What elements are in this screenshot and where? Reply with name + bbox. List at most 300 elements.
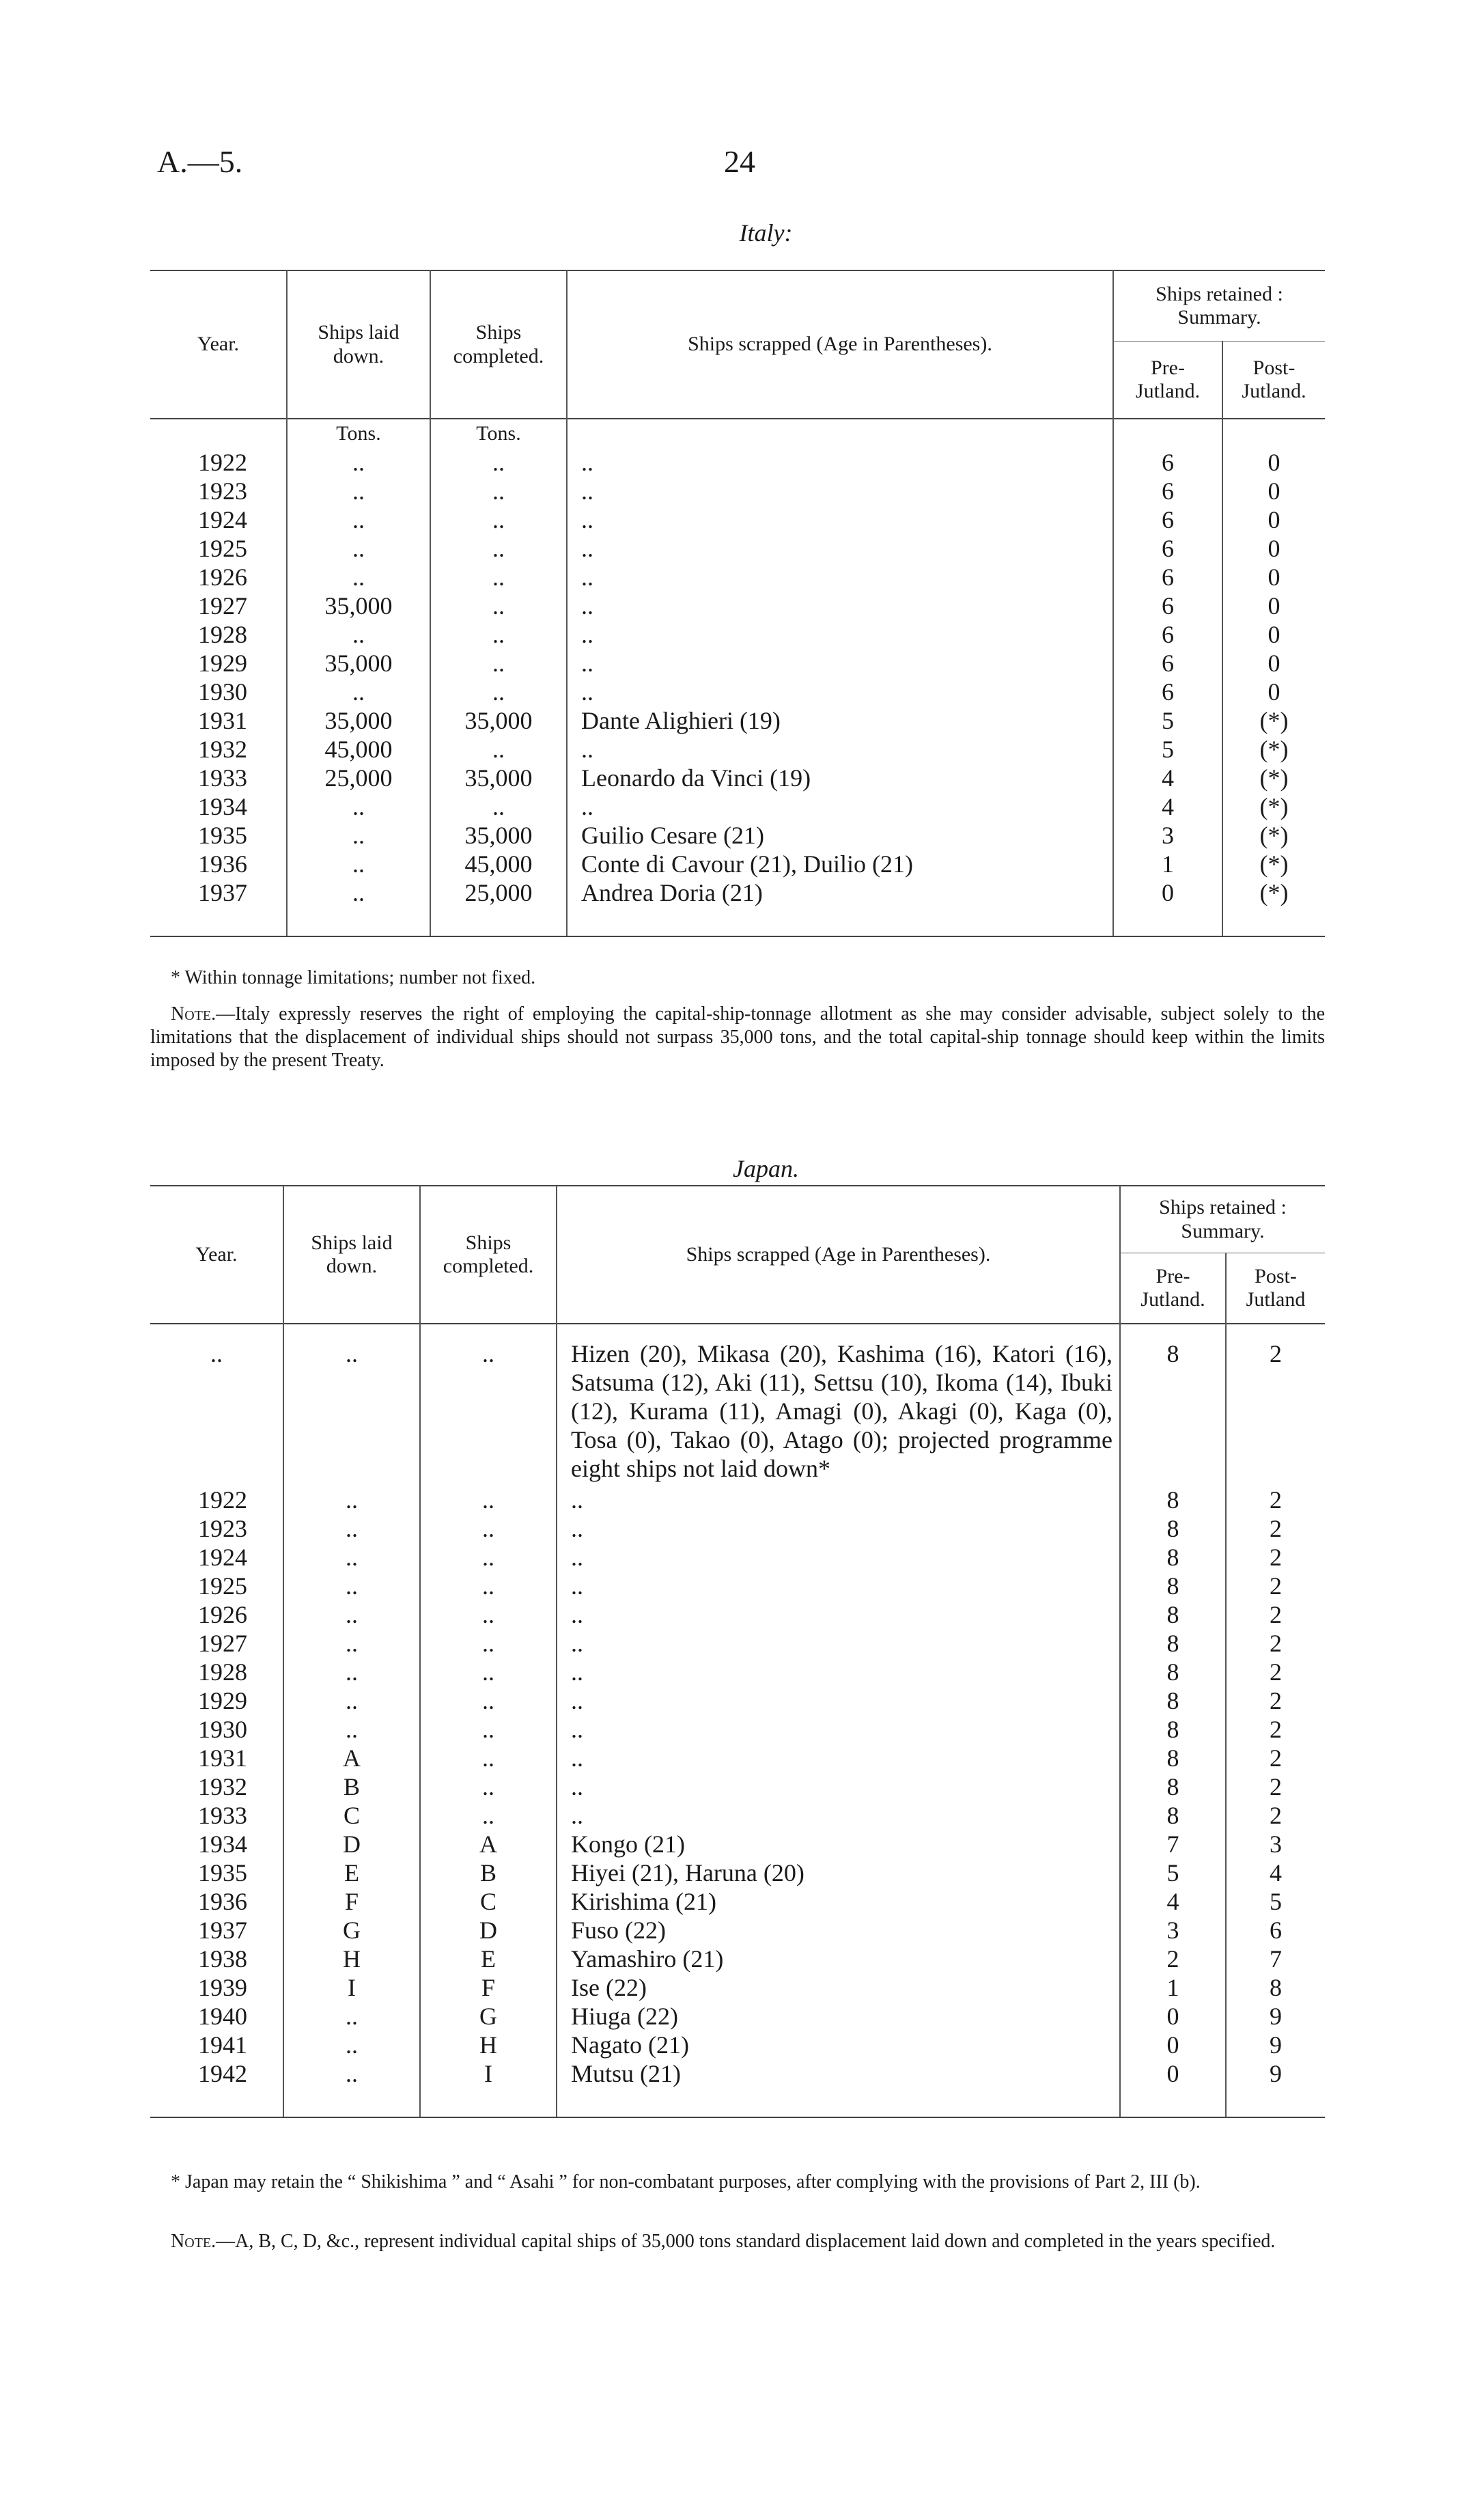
pre-jutland-cell: 8 (1120, 1772, 1226, 1801)
post-jutland-cell: 2 (1226, 1600, 1325, 1629)
scrapped-cell: Hiyei (21), Haruna (20) (557, 1858, 1120, 1887)
year-cell: 1926 (198, 1601, 247, 1628)
completed-cell: G (420, 2002, 557, 2031)
year-cell: 1934 (198, 793, 247, 820)
table-row (150, 735, 1325, 764)
italy-footnote: * Within tonnage limitations; number not fixed. (171, 967, 536, 988)
laid-down-cell: .. (287, 505, 430, 534)
rule-cell (150, 2088, 283, 2117)
laid-down-cell: 45,000 (287, 735, 430, 764)
table-row (150, 1600, 1325, 1629)
table-row (150, 792, 1325, 821)
rule-cell (150, 907, 287, 936)
table-row (150, 563, 1325, 591)
post-jutland-cell: (*) (1222, 850, 1325, 878)
year-cell: 1938 (198, 1945, 247, 1973)
completed-cell: .. (430, 792, 567, 821)
page-number: 24 (724, 144, 755, 179)
italy-table (150, 270, 1325, 937)
year-cell: 1928 (198, 621, 247, 648)
table-row (150, 850, 1325, 878)
japan-footnote: * Japan may retain the “ Shikishima ” and “ Asahi ” for non-combatant purposes, after complying with the provisions of Part 2, III (b). (171, 2171, 1201, 2192)
table-row (150, 1686, 1325, 1715)
completed-cell: .. (420, 1324, 557, 1486)
post-jutland-cell: (*) (1222, 764, 1325, 792)
pre-jutland-cell: 8 (1120, 1543, 1226, 1572)
pre-jutland-cell: 8 (1120, 1572, 1226, 1600)
completed-cell: 35,000 (430, 821, 567, 850)
units-spacer (1113, 419, 1222, 448)
post-jutland-cell: 2 (1226, 1658, 1325, 1686)
completed-cell: .. (430, 649, 567, 678)
units-spacer (150, 419, 287, 448)
post-jutland-cell: 2 (1226, 1572, 1325, 1600)
pre-jutland-cell: 5 (1113, 706, 1222, 735)
completed-cell: .. (420, 1572, 557, 1600)
rule-cell (1222, 907, 1325, 936)
post-jutland-cell: 2 (1226, 1543, 1325, 1572)
laid-down-cell: .. (283, 1543, 420, 1572)
table-row (150, 1945, 1325, 1973)
scrapped-cell: .. (567, 477, 1113, 505)
scrapped-cell: Ise (22) (557, 1973, 1120, 2002)
table-row (150, 678, 1325, 706)
page-reference: A.—5. (157, 144, 243, 179)
completed-cell: .. (430, 735, 567, 764)
laid-down-cell: .. (283, 2031, 420, 2059)
year-cell: 1926 (198, 563, 247, 591)
laid-down-cell: .. (283, 1629, 420, 1658)
pre-jutland-cell: 6 (1113, 591, 1222, 620)
col-scrapped: Ships scrapped (Age in Parentheses). (567, 270, 1113, 419)
laid-down-cell: .. (287, 534, 430, 563)
completed-cell: .. (430, 505, 567, 534)
laid-down-cell: .. (287, 850, 430, 878)
table-row (150, 1514, 1325, 1543)
year-cell: 1932 (198, 1773, 247, 1800)
scrapped-cell: .. (557, 1600, 1120, 1629)
laid-down-cell: B (283, 1772, 420, 1801)
table-row (150, 878, 1325, 907)
year-cell: 1931 (198, 707, 247, 734)
year-cell: 1923 (198, 1515, 247, 1542)
table-bottom-rule (150, 2088, 1325, 2117)
scrapped-cell: .. (557, 1686, 1120, 1715)
table-row (150, 1324, 1325, 1486)
laid-down-cell: 35,000 (287, 706, 430, 735)
year-cell: 1941 (198, 2031, 247, 2059)
pre-jutland-cell: 6 (1113, 563, 1222, 591)
pre-jutland-cell: 8 (1120, 1686, 1226, 1715)
completed-cell: .. (420, 1514, 557, 1543)
table-row (150, 1486, 1325, 1514)
table-row (150, 505, 1325, 534)
year-cell: 1939 (198, 1974, 247, 2001)
rule-cell (557, 2088, 1120, 2117)
col-laid-down: Ships laid down. (283, 1186, 420, 1324)
year-cell: 1936 (198, 850, 247, 878)
col-retained: Ships retained : Summary. (1120, 1186, 1325, 1253)
year-cell: 1924 (198, 1544, 247, 1571)
table-row (150, 1858, 1325, 1887)
pre-jutland-cell: 1 (1113, 850, 1222, 878)
scrapped-cell: .. (567, 591, 1113, 620)
table-bottom-rule (150, 907, 1325, 936)
year-cell: 1937 (198, 879, 247, 906)
col-year: Year. (195, 1242, 238, 1266)
pre-jutland-cell: 8 (1120, 1715, 1226, 1744)
scrapped-cell: Hiuga (22) (557, 2002, 1120, 2031)
post-jutland-cell: 0 (1222, 448, 1325, 477)
pre-jutland-cell: 0 (1120, 2031, 1226, 2059)
pre-jutland-cell: 5 (1120, 1858, 1226, 1887)
year-cell: 1928 (198, 1658, 247, 1686)
completed-cell: F (420, 1973, 557, 2002)
completed-cell: .. (420, 1658, 557, 1686)
col-year: Year. (197, 333, 240, 356)
scrapped-cell: .. (567, 735, 1113, 764)
pre-jutland-cell: 0 (1120, 2002, 1226, 2031)
table-row (150, 1629, 1325, 1658)
laid-down-cell: 35,000 (287, 591, 430, 620)
col-laid-down: Ships laid down. (287, 270, 430, 419)
table-row (150, 1543, 1325, 1572)
scrapped-cell: Andrea Doria (21) (567, 878, 1113, 907)
year-cell: 1923 (198, 477, 247, 505)
table-row (150, 1572, 1325, 1600)
completed-cell: 35,000 (430, 706, 567, 735)
col-post-jutland: Post-Jutland (1226, 1253, 1325, 1324)
completed-cell: E (420, 1945, 557, 1973)
laid-down-cell: .. (287, 563, 430, 591)
post-jutland-cell: (*) (1222, 735, 1325, 764)
completed-cell: .. (420, 1772, 557, 1801)
laid-down-cell: .. (287, 477, 430, 505)
pre-jutland-cell: 6 (1113, 534, 1222, 563)
post-jutland-cell: 2 (1226, 1486, 1325, 1514)
scrapped-cell: .. (557, 1715, 1120, 1744)
rule-cell (283, 2088, 420, 2117)
year-cell: 1922 (198, 449, 247, 476)
laid-down-cell: .. (287, 448, 430, 477)
pre-jutland-cell: 6 (1113, 505, 1222, 534)
scrapped-cell: .. (557, 1772, 1120, 1801)
scrapped-cell: .. (567, 620, 1113, 649)
scrapped-cell: .. (557, 1543, 1120, 1572)
post-jutland-cell: 2 (1226, 1686, 1325, 1715)
col-retained: Ships retained : Summary. (1113, 270, 1325, 342)
year-cell: 1934 (198, 1830, 247, 1858)
laid-down-cell: H (283, 1945, 420, 1973)
pre-jutland-cell: 6 (1113, 678, 1222, 706)
laid-down-cell: 25,000 (287, 764, 430, 792)
post-jutland-cell: (*) (1222, 792, 1325, 821)
completed-cell: .. (420, 1686, 557, 1715)
scrapped-cell: Fuso (22) (557, 1916, 1120, 1945)
laid-down-cell: A (283, 1744, 420, 1772)
scrapped-cell: .. (557, 1629, 1120, 1658)
laid-down-unit: Tons. (287, 419, 430, 448)
scrapped-cell: .. (557, 1514, 1120, 1543)
scrapped-cell: .. (567, 448, 1113, 477)
laid-down-cell: E (283, 1858, 420, 1887)
scrapped-cell: Kirishima (21) (557, 1887, 1120, 1916)
pre-jutland-cell: 8 (1120, 1486, 1226, 1514)
post-jutland-cell: 9 (1226, 2059, 1325, 2088)
pre-jutland-cell: 8 (1120, 1629, 1226, 1658)
laid-down-cell: .. (283, 1486, 420, 1514)
post-jutland-cell: 7 (1226, 1945, 1325, 1973)
year-cell: 1922 (198, 1486, 247, 1514)
pre-jutland-cell: 4 (1113, 764, 1222, 792)
scrapped-cell: .. (557, 1658, 1120, 1686)
post-jutland-cell: 0 (1222, 649, 1325, 678)
pre-jutland-cell: 8 (1120, 1324, 1226, 1486)
year-cell: 1935 (198, 822, 247, 849)
pre-jutland-cell: 8 (1120, 1600, 1226, 1629)
italy-note: Note.—Italy expressly reserves the right of employing the capital-ship-tonnage allotment as she may consider advisable, subject solely to the limitations that the displacement of individual ships should not surpass 35,000 tons, and the total capital-ship tonnage should keep within the limits imposed by the present Treaty. (150, 1003, 1325, 1071)
rule-cell (1113, 907, 1222, 936)
pre-jutland-cell: 8 (1120, 1514, 1226, 1543)
post-jutland-cell: 2 (1226, 1629, 1325, 1658)
year-cell: 1933 (198, 1802, 247, 1829)
post-jutland-cell: 4 (1226, 1858, 1325, 1887)
japan-table (150, 1185, 1325, 2118)
col-scrapped: Ships scrapped (Age in Parentheses). (557, 1186, 1120, 1324)
year-cell: 1930 (198, 678, 247, 706)
post-jutland-cell: 0 (1222, 534, 1325, 563)
year-cell: 1937 (198, 1917, 247, 1944)
year-cell: .. (210, 1340, 223, 1367)
scrapped-cell: .. (567, 678, 1113, 706)
completed-cell: .. (420, 1600, 557, 1629)
table-row (150, 1744, 1325, 1772)
completed-cell: .. (430, 620, 567, 649)
year-cell: 1929 (198, 1687, 247, 1714)
japan-note: Note.—A, B, C, D, &c., represent individual capital ships of 35,000 tons standard displacement laid down and completed in the years specified. (171, 2231, 1276, 2252)
year-cell: 1927 (198, 1630, 247, 1657)
scrapped-cell: .. (567, 792, 1113, 821)
laid-down-cell: C (283, 1801, 420, 1830)
year-cell: 1931 (198, 1744, 247, 1772)
completed-cell: I (420, 2059, 557, 2088)
completed-cell: B (420, 1858, 557, 1887)
table-row (150, 1916, 1325, 1945)
laid-down-cell: I (283, 1973, 420, 2002)
year-cell: 1940 (198, 2003, 247, 2030)
post-jutland-cell: 0 (1222, 505, 1325, 534)
laid-down-cell: .. (283, 1686, 420, 1715)
rule-cell (287, 907, 430, 936)
scrapped-cell: Nagato (21) (557, 2031, 1120, 2059)
table-row (150, 477, 1325, 505)
table-row (150, 649, 1325, 678)
laid-down-cell: .. (287, 821, 430, 850)
table-row (150, 1772, 1325, 1801)
pre-jutland-cell: 8 (1120, 1658, 1226, 1686)
rule-cell (1120, 2088, 1226, 2117)
post-jutland-cell: 2 (1226, 1324, 1325, 1486)
year-cell: 1930 (198, 1716, 247, 1743)
laid-down-cell: .. (283, 1572, 420, 1600)
year-cell: 1933 (198, 764, 247, 792)
year-cell: 1942 (198, 2060, 247, 2087)
laid-down-cell: 35,000 (287, 649, 430, 678)
scrapped-cell: Guilio Cesare (21) (567, 821, 1113, 850)
pre-jutland-cell: 0 (1120, 2059, 1226, 2088)
post-jutland-cell: 9 (1226, 2031, 1325, 2059)
pre-jutland-cell: 8 (1120, 1801, 1226, 1830)
table-row (150, 1658, 1325, 1686)
completed-cell: 45,000 (430, 850, 567, 878)
completed-cell: 35,000 (430, 764, 567, 792)
units-spacer (1222, 419, 1325, 448)
units-spacer (567, 419, 1113, 448)
pre-jutland-cell: 3 (1113, 821, 1222, 850)
table-row (150, 1830, 1325, 1858)
col-completed: Ships completed. (430, 270, 567, 419)
scrapped-cell: Kongo (21) (557, 1830, 1120, 1858)
post-jutland-cell: 3 (1226, 1830, 1325, 1858)
completed-cell: .. (430, 678, 567, 706)
laid-down-cell: D (283, 1830, 420, 1858)
completed-cell: D (420, 1916, 557, 1945)
completed-cell: .. (420, 1744, 557, 1772)
table-row (150, 706, 1325, 735)
completed-cell: .. (420, 1629, 557, 1658)
pre-jutland-cell: 4 (1120, 1887, 1226, 1916)
year-cell: 1924 (198, 506, 247, 533)
completed-cell: C (420, 1887, 557, 1916)
table-row (150, 1801, 1325, 1830)
laid-down-cell: .. (283, 1324, 420, 1486)
completed-cell: .. (420, 1801, 557, 1830)
post-jutland-cell: (*) (1222, 821, 1325, 850)
pre-jutland-cell: 5 (1113, 735, 1222, 764)
year-cell: 1932 (198, 736, 247, 763)
laid-down-cell: .. (283, 1658, 420, 1686)
completed-unit: Tons. (430, 419, 567, 448)
pre-jutland-cell: 6 (1113, 477, 1222, 505)
post-jutland-cell: 2 (1226, 1801, 1325, 1830)
completed-cell: .. (430, 477, 567, 505)
japan-heading: Japan. (733, 1155, 799, 1182)
pre-jutland-cell: 4 (1113, 792, 1222, 821)
table-row (150, 1715, 1325, 1744)
rule-cell (1226, 2088, 1325, 2117)
laid-down-cell: .. (287, 678, 430, 706)
laid-down-cell: .. (283, 1715, 420, 1744)
pre-jutland-cell: 0 (1113, 878, 1222, 907)
pre-jutland-cell: 6 (1113, 448, 1222, 477)
table-row (150, 2031, 1325, 2059)
completed-cell: .. (430, 534, 567, 563)
post-jutland-cell: 2 (1226, 1514, 1325, 1543)
year-cell: 1929 (198, 650, 247, 677)
laid-down-cell: G (283, 1916, 420, 1945)
table-row (150, 2002, 1325, 2031)
year-cell: 1925 (198, 535, 247, 562)
scrapped-cell: .. (557, 1572, 1120, 1600)
table-row (150, 448, 1325, 477)
scrapped-cell: Dante Alighieri (19) (567, 706, 1113, 735)
completed-cell: .. (420, 1715, 557, 1744)
table-row (150, 620, 1325, 649)
scrapped-cell: .. (557, 1486, 1120, 1514)
post-jutland-cell: 5 (1226, 1887, 1325, 1916)
completed-cell: 25,000 (430, 878, 567, 907)
laid-down-cell: .. (283, 2059, 420, 2088)
pre-jutland-cell: 8 (1120, 1744, 1226, 1772)
completed-cell: .. (430, 591, 567, 620)
post-jutland-cell: 6 (1226, 1916, 1325, 1945)
laid-down-cell: .. (283, 2002, 420, 2031)
post-jutland-cell: 2 (1226, 1715, 1325, 1744)
post-jutland-cell: 0 (1222, 620, 1325, 649)
post-jutland-cell: 0 (1222, 591, 1325, 620)
pre-jutland-cell: 6 (1113, 620, 1222, 649)
pre-jutland-cell: 1 (1120, 1973, 1226, 2002)
completed-cell: A (420, 1830, 557, 1858)
pre-jutland-cell: 3 (1120, 1916, 1226, 1945)
rule-cell (420, 2088, 557, 2117)
laid-down-cell: .. (283, 1514, 420, 1543)
table-row (150, 1973, 1325, 2002)
table-row (150, 1887, 1325, 1916)
pre-jutland-cell: 7 (1120, 1830, 1226, 1858)
scrapped-cell: .. (567, 563, 1113, 591)
pre-jutland-cell: 6 (1113, 649, 1222, 678)
scrapped-cell: .. (557, 1801, 1120, 1830)
rule-cell (430, 907, 567, 936)
italy-heading: Italy: (739, 219, 793, 247)
scrapped-cell: Yamashiro (21) (557, 1945, 1120, 1973)
completed-cell: H (420, 2031, 557, 2059)
year-cell: 1935 (198, 1859, 247, 1886)
table-row (150, 534, 1325, 563)
scrapped-cell: .. (567, 505, 1113, 534)
year-cell: 1936 (198, 1888, 247, 1915)
post-jutland-cell: (*) (1222, 706, 1325, 735)
pre-jutland-cell: 2 (1120, 1945, 1226, 1973)
laid-down-cell: F (283, 1887, 420, 1916)
col-completed: Ships completed. (420, 1186, 557, 1324)
rule-cell (567, 907, 1113, 936)
laid-down-cell: .. (283, 1600, 420, 1629)
post-jutland-cell: 8 (1226, 1973, 1325, 2002)
scrapped-cell: Mutsu (21) (557, 2059, 1120, 2088)
year-cell: 1925 (198, 1572, 247, 1600)
post-jutland-cell: 2 (1226, 1772, 1325, 1801)
scrapped-cell: .. (567, 534, 1113, 563)
completed-cell: .. (420, 1543, 557, 1572)
table-row (150, 2059, 1325, 2088)
scrapped-cell: .. (567, 649, 1113, 678)
post-jutland-cell: 2 (1226, 1744, 1325, 1772)
laid-down-cell: .. (287, 620, 430, 649)
scrapped-cell: Hizen (20), Mikasa (20), Kashima (16), Katori (16), Satsuma (12), Aki (11), Settsu (10), Ikoma (14), Ibuki (12), Kurama (11), Amagi (0), Akagi (0), Kaga (0), Tosa (0), Takao (0), Atago (0); projected programme eight ships not laid down* (557, 1324, 1120, 1486)
post-jutland-cell: 0 (1222, 477, 1325, 505)
table-row (150, 591, 1325, 620)
col-pre-jutland: Pre-Jutland. (1120, 1253, 1226, 1324)
table-row (150, 764, 1325, 792)
completed-cell: .. (430, 563, 567, 591)
post-jutland-cell: (*) (1222, 878, 1325, 907)
completed-cell: .. (430, 448, 567, 477)
completed-cell: .. (420, 1486, 557, 1514)
col-pre-jutland: Pre-Jutland. (1113, 342, 1222, 419)
laid-down-cell: .. (287, 792, 430, 821)
